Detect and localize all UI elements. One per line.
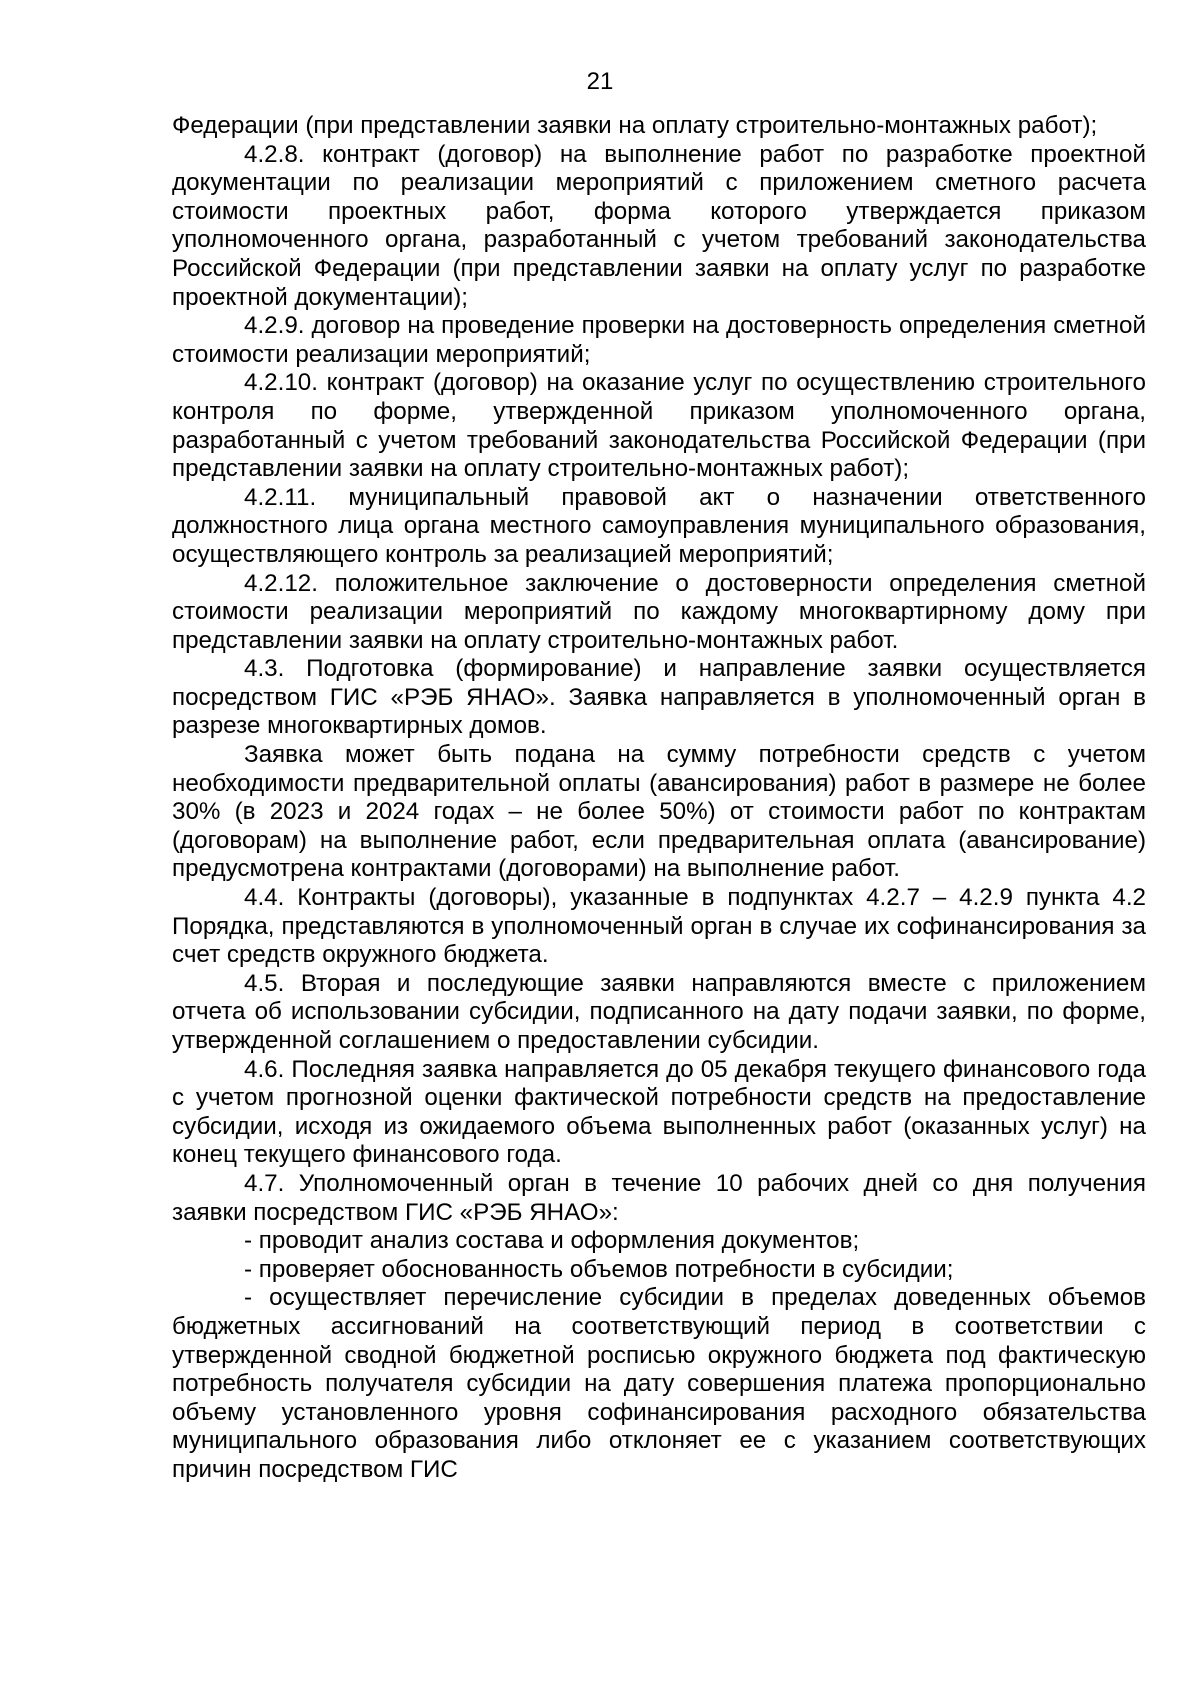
paragraph: 4.2.10. контракт (договор) на оказание услуг по осуществлению строительного контроля по форме, утвержденной приказом уполномоченного органа, разработанный с учетом требований законодательства Российской Федерации (при представлении заявки на оплату строительно-монтажных работ); [172,369,1146,483]
paragraph: Федерации (при представлении заявки на оплату строительно-монтажных работ); [172,112,1098,139]
paragraph: 4.4. Контракты (договоры), указанные в подпунктах 4.2.7 – 4.2.9 пункта 4.2 Порядка, представляются в уполномоченный орган в случае их софинансирования за счет средств окружного бюджета. [172,884,1146,969]
paragraph: 4.2.8. контракт (договор) на выполнение работ по разработке проектной документации по реализации мероприятий с приложением сметного расчета стоимости проектных работ, форма которого утверждается приказом уполномоченного органа, разработанный с учетом требований законодательства Российской Федерации (при представлении заявки на оплату услуг по разработке проектной документации); [172,140,1146,311]
paragraph: 4.3. Подготовка (формирование) и направление заявки осуществляется посредством ГИС «РЭБ ЯНАО». Заявка направляется в уполномоченный орган в разрезе многоквартирных домов. [172,655,1146,740]
paragraph: 4.5. Вторая и последующие заявки направляются вместе с приложением отчета об использовании субсидии, подписанного на дату подачи заявки, по форме, утвержденной соглашением о предоставлении субсидии. [172,969,1146,1054]
paragraph: 4.2.11. муниципальный правовой акт о назначении ответственного должностного лица органа местного самоуправления муниципального образования, осуществляющего контроль за реализацией мероприятий; [172,483,1146,568]
list-item: - осуществляет перечисление субсидии в пределах доведенных объемов бюджетных ассигнований на соответствующий период в соответствии с утвержденной сводной бюджетной росписью окружного бюджета под фактическую потребность получателя субсидии на дату совершения платежа пропорционально объему установленного уровня софинансирования расходного обязательства муниципального образования либо отклоняет ее с указанием соответствующих причин посредством ГИС [172,1284,1146,1483]
paragraph: 4.2.12. положительное заключение о достоверности определения сметной стоимости реализации мероприятий по каждому многоквартирному дому при представлении заявки на оплату строительно-монтажных работ. [172,569,1146,654]
paragraph: 4.2.9. договор на проведение проверки на достоверность определения сметной стоимости реализации мероприятий; [172,312,1146,368]
page-number: 21 [586,68,614,95]
paragraph: 4.7. Уполномоченный орган в течение 10 рабочих дней со дня получения заявки посредством ГИС «РЭБ ЯНАО»: [172,1169,1146,1226]
list-item: - проводит анализ состава и оформления документов; [244,1227,860,1255]
paragraph: 4.6. Последняя заявка направляется до 05 декабря текущего финансового года с учетом прогнозной оценки фактической потребности средств на предоставление субсидии, исходя из ожидаемого объема выполненных работ (оказанных услуг) на конец текущего финансового года. [172,1055,1146,1169]
paragraph: Заявка может быть подана на сумму потребности средств с учетом необходимости предварительной оплаты (авансирования) работ в размере не более 30% (в 2023 и 2024 годах – не более 50%) от стоимости работ по контрактам (договорам) на выполнение работ, если предварительная оплата (авансирование) предусмотрена контрактами (договорами) на выполнение работ. [172,741,1146,883]
list-item: - проверяет обоснованность объемов потребности в субсидии; [244,1255,954,1283]
document-body [172,112,1146,1485]
